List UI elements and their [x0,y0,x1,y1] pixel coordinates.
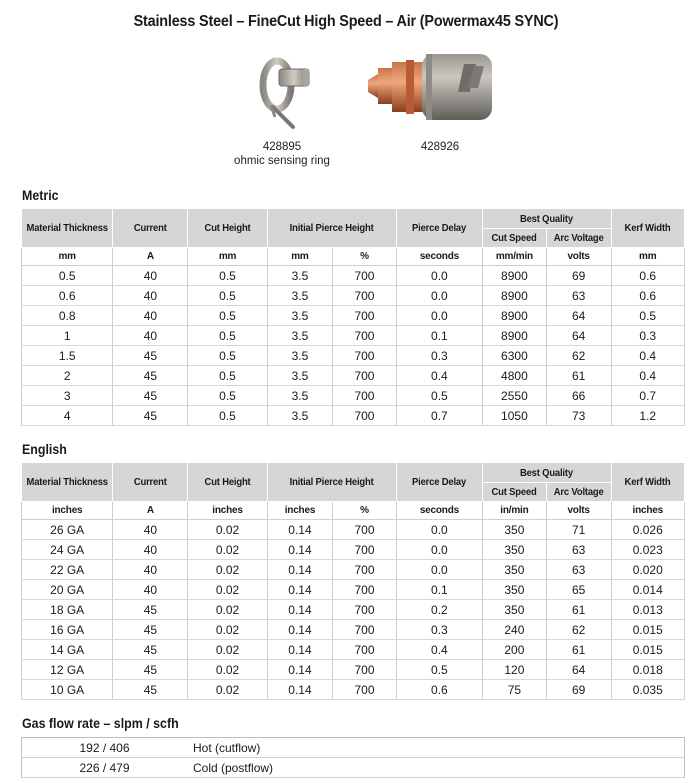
table-cell: 61 [546,640,611,660]
table-cell: 700 [333,326,397,346]
table-cell: 700 [333,580,396,600]
table-cell: 0.5 [188,306,267,326]
table-cell: 3.5 [267,366,333,386]
header-best-quality: Best Quality [483,463,611,483]
table-row [22,326,685,346]
table-cell: 40 [113,560,188,580]
gas-flow-row [22,738,685,758]
header-arc-voltage: Arc Voltage [546,229,611,248]
table-cell: 45 [113,386,188,406]
table-cell: 700 [333,620,396,640]
table-cell: 61 [546,366,611,386]
table-cell: 64 [546,306,611,326]
table-cell: 61 [546,600,611,620]
table-cell: 0.5 [188,406,267,426]
table-cell: 0.015 [611,640,685,660]
table-cell: 700 [333,306,397,326]
english-heading: English [22,442,67,457]
table-cell: 3.5 [267,326,333,346]
table-cell: 73 [546,406,611,426]
table-cell: 0.0 [396,306,482,326]
table-cell: 0.0 [396,540,482,560]
table-cell: 0.4 [396,366,482,386]
table-cell: 0.14 [267,540,333,560]
table-cell: 0.5 [188,366,267,386]
metric-cut-chart-table [21,208,685,426]
header-cut-speed: Cut Speed [483,229,547,248]
table-cell: 0.8 [22,306,113,326]
ohmic-sensing-ring-image [255,55,315,133]
table-cell: 45 [113,680,188,700]
table-cell: 40 [113,580,188,600]
table-cell: 40 [113,326,188,346]
table-cell: 0.5 [188,346,267,366]
table-cell: 63 [546,286,611,306]
gas-flow-label: Cold (postflow) [187,758,685,778]
table-cell: 700 [333,520,396,540]
table-cell: 8900 [483,306,547,326]
header-cut-speed: Cut Speed [483,483,547,502]
table-cell: 0.3 [396,346,482,366]
table-cell: 0.02 [188,600,267,620]
table-cell: 0.0 [396,520,482,540]
table-cell: 700 [333,366,397,386]
table-row [22,520,685,540]
unit-cell: in/min [483,502,547,520]
header-material-thickness: Material Thickness [22,463,113,502]
table-cell: 0.5 [22,266,113,286]
table-cell: 1050 [483,406,547,426]
table-cell: 700 [333,640,396,660]
table-cell: 12 GA [22,660,113,680]
table-cell: 18 GA [22,600,113,620]
table-cell: 0.02 [188,580,267,600]
metric-heading: Metric [22,188,59,203]
unit-cell: mm [611,248,685,266]
table-cell: 0.4 [611,366,685,386]
table-cell: 0.02 [188,620,267,640]
table-cell: 700 [333,660,396,680]
unit-cell: mm/min [483,248,547,266]
table-cell: 8900 [483,286,547,306]
table-cell: 2550 [483,386,547,406]
metric-units-row [22,248,685,266]
table-cell: 69 [546,680,611,700]
table-row [22,660,685,680]
table-cell: 0.14 [267,660,333,680]
table-cell: 40 [113,540,188,560]
table-cell: 0.1 [396,326,482,346]
table-row [22,680,685,700]
table-cell: 0.5 [188,326,267,346]
table-cell: 1 [22,326,113,346]
table-row [22,386,685,406]
table-cell: 40 [113,286,188,306]
table-cell: 75 [483,680,547,700]
unit-cell: % [333,502,396,520]
table-cell: 0.6 [611,286,685,306]
table-cell: 700 [333,286,397,306]
table-cell: 1.5 [22,346,113,366]
table-cell: 0.0 [396,286,482,306]
table-cell: 40 [113,306,188,326]
header-initial-pierce-height: Initial Pierce Height [267,463,396,502]
table-cell: 350 [483,520,547,540]
table-cell: 350 [483,580,547,600]
table-cell: 0.020 [611,560,685,580]
table-cell: 0.5 [396,660,482,680]
header-cut-height: Cut Height [188,463,267,502]
table-cell: 3.5 [267,346,333,366]
gas-flow-table [21,737,685,778]
english-table-body [22,520,685,700]
table-cell: 6300 [483,346,547,366]
table-cell: 0.6 [396,680,482,700]
table-cell: 64 [546,660,611,680]
header-current: Current [113,463,188,502]
retaining-cap-image [366,52,496,122]
table-cell: 3.5 [267,386,333,406]
header-kerf-width: Kerf Width [611,209,685,248]
table-cell: 0.0 [396,560,482,580]
table-cell: 0.013 [611,600,685,620]
table-cell: 700 [333,600,396,620]
header-arc-voltage: Arc Voltage [546,483,611,502]
table-cell: 0.7 [611,386,685,406]
header-pierce-delay: Pierce Delay [396,209,482,248]
table-cell: 1.2 [611,406,685,426]
metric-table-body [22,266,685,426]
table-cell: 20 GA [22,580,113,600]
unit-cell: inches [188,502,267,520]
table-cell: 4 [22,406,113,426]
table-cell: 0.7 [396,406,482,426]
table-cell: 64 [546,326,611,346]
table-cell: 3.5 [267,266,333,286]
table-cell: 0.14 [267,560,333,580]
table-cell: 700 [333,266,397,286]
table-cell: 0.02 [188,560,267,580]
header-pierce-delay: Pierce Delay [396,463,482,502]
table-cell: 0.1 [396,580,482,600]
table-cell: 62 [546,620,611,640]
table-row [22,640,685,660]
unit-cell: mm [188,248,267,266]
table-cell: 66 [546,386,611,406]
table-cell: 63 [546,560,611,580]
table-cell: 63 [546,540,611,560]
english-units-row [22,502,685,520]
table-cell: 0.0 [396,266,482,286]
table-cell: 700 [333,406,397,426]
table-cell: 71 [546,520,611,540]
table-cell: 0.14 [267,620,333,640]
gas-flow-value: 226 / 479 [22,758,188,778]
unit-cell: seconds [396,502,482,520]
table-cell: 3.5 [267,286,333,306]
table-cell: 0.015 [611,620,685,640]
table-row [22,266,685,286]
table-cell: 0.6 [22,286,113,306]
gas-flow-label: Hot (cutflow) [187,738,685,758]
table-cell: 24 GA [22,540,113,560]
table-cell: 0.5 [188,286,267,306]
unit-cell: inches [22,502,113,520]
header-current: Current [113,209,188,248]
table-cell: 0.02 [188,640,267,660]
table-cell: 0.035 [611,680,685,700]
table-cell: 0.6 [611,266,685,286]
table-cell: 350 [483,560,547,580]
table-cell: 40 [113,520,188,540]
table-cell: 45 [113,660,188,680]
table-cell: 700 [333,680,396,700]
table-cell: 45 [113,640,188,660]
table-cell: 45 [113,406,188,426]
english-cut-chart-table [21,462,685,700]
header-cut-height: Cut Height [188,209,267,248]
header-best-quality: Best Quality [483,209,611,229]
table-cell: 45 [113,600,188,620]
table-cell: 45 [113,346,188,366]
table-row [22,406,685,426]
table-cell: 700 [333,386,397,406]
table-cell: 700 [333,346,397,366]
table-row [22,366,685,386]
table-row [22,580,685,600]
table-cell: 0.4 [611,346,685,366]
table-cell: 120 [483,660,547,680]
table-cell: 0.14 [267,680,333,700]
table-cell: 0.2 [396,600,482,620]
table-cell: 3.5 [267,306,333,326]
table-cell: 0.018 [611,660,685,680]
unit-cell: mm [267,248,333,266]
table-cell: 700 [333,540,396,560]
unit-cell: volts [546,502,611,520]
unit-cell: inches [267,502,333,520]
table-row [22,306,685,326]
gas-flow-row [22,758,685,778]
unit-cell: A [113,502,188,520]
table-cell: 40 [113,266,188,286]
header-material-thickness: Material Thickness [22,209,113,248]
table-cell: 0.14 [267,600,333,620]
table-row [22,620,685,640]
table-row [22,600,685,620]
table-cell: 16 GA [22,620,113,640]
header-kerf-width: Kerf Width [611,463,685,502]
table-cell: 0.5 [188,386,267,406]
table-cell: 0.02 [188,540,267,560]
table-cell: 10 GA [22,680,113,700]
consumable-parts [0,50,692,170]
table-cell: 700 [333,560,396,580]
table-cell: 0.02 [188,520,267,540]
table-cell: 22 GA [22,560,113,580]
table-cell: 14 GA [22,640,113,660]
page-title: Stainless Steel – FineCut High Speed – Air (Powermax45 SYNC) [133,13,559,30]
part-number-ring: 428895 [262,141,302,153]
table-cell: 65 [546,580,611,600]
table-cell: 0.5 [188,266,267,286]
table-cell: 45 [113,620,188,640]
table-cell: 0.014 [611,580,685,600]
gas-flow-value: 192 / 406 [22,738,188,758]
table-cell: 3 [22,386,113,406]
unit-cell: A [113,248,188,266]
table-row [22,560,685,580]
table-cell: 0.5 [611,306,685,326]
table-row [22,286,685,306]
table-cell: 2 [22,366,113,386]
table-cell: 8900 [483,326,547,346]
unit-cell: seconds [396,248,482,266]
table-cell: 0.3 [611,326,685,346]
table-cell: 350 [483,540,547,560]
table-cell: 0.14 [267,520,333,540]
table-cell: 0.5 [396,386,482,406]
table-cell: 26 GA [22,520,113,540]
table-cell: 0.14 [267,640,333,660]
table-row [22,346,685,366]
unit-cell: mm [22,248,113,266]
table-cell: 0.02 [188,660,267,680]
unit-cell: volts [546,248,611,266]
part-description-ring: ohmic sensing ring [234,155,330,167]
table-cell: 350 [483,600,547,620]
table-row [22,540,685,560]
table-cell: 69 [546,266,611,286]
part-number-cap: 428926 [420,141,460,153]
unit-cell: inches [611,502,685,520]
table-cell: 4800 [483,366,547,386]
table-cell: 0.4 [396,640,482,660]
table-cell: 0.02 [188,680,267,700]
table-cell: 200 [483,640,547,660]
table-cell: 45 [113,366,188,386]
header-initial-pierce-height: Initial Pierce Height [267,209,396,248]
table-cell: 0.14 [267,580,333,600]
unit-cell: % [333,248,397,266]
table-cell: 240 [483,620,547,640]
table-cell: 0.026 [611,520,685,540]
gas-flow-heading: Gas flow rate – slpm / scfh [22,716,179,731]
table-cell: 0.023 [611,540,685,560]
table-cell: 0.3 [396,620,482,640]
table-cell: 8900 [483,266,547,286]
table-cell: 62 [546,346,611,366]
table-cell: 3.5 [267,406,333,426]
